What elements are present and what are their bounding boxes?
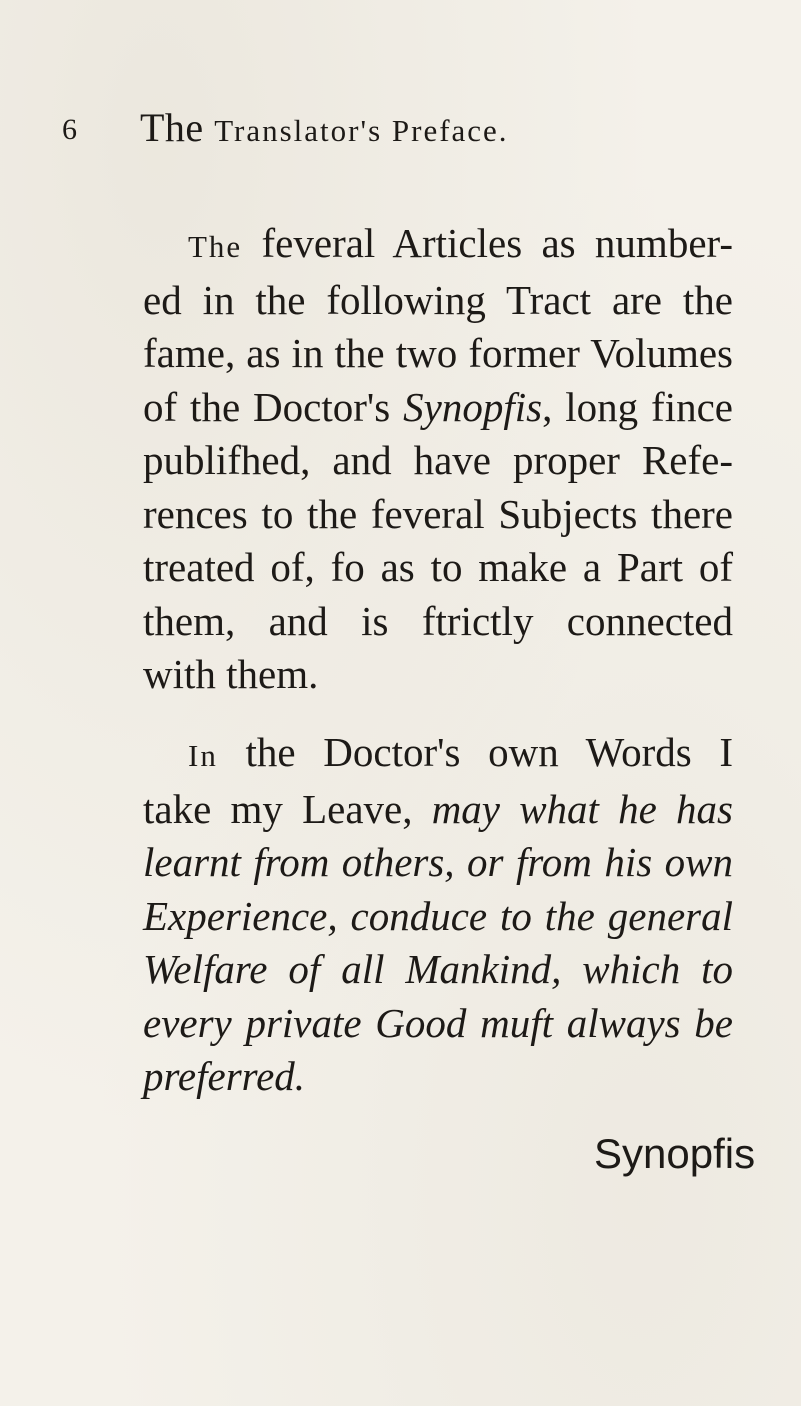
text-line: rences to the feveral Subjects there xyxy=(143,490,733,537)
text-line: publifhed, and have proper Refe- xyxy=(143,437,733,483)
paragraph-2 xyxy=(143,726,733,1104)
text-line: take my Leave, may what he has xyxy=(143,785,733,832)
book-title-italic: Synopfis xyxy=(403,383,543,430)
text-line: Experience, conduce to the general xyxy=(143,892,733,939)
paragraph-lead-word: The xyxy=(188,229,243,264)
paragraph-1 xyxy=(143,217,733,702)
text-line: In the Doctor's own Words I xyxy=(188,729,734,775)
text-line: The feveral Articles as number- xyxy=(188,220,733,266)
page-number: 6 xyxy=(62,113,77,146)
paragraph-lead-word: In xyxy=(188,738,218,773)
text-line: fame, as in the two former Volumes xyxy=(143,330,733,376)
text-line: preferred. xyxy=(143,1053,306,1099)
text-line: with them. xyxy=(143,651,319,697)
text-line: learnt from others, or from his own xyxy=(143,839,733,885)
text-line: treated of, fo as to make a Part of xyxy=(143,544,733,590)
running-head xyxy=(140,105,509,150)
text-line: every private Good muft always be xyxy=(143,999,733,1046)
text-line: of the Doctor's Synopfis, long fince xyxy=(143,383,733,430)
running-head-rest: Translator's Preface. xyxy=(214,113,509,148)
text-line: Welfare of all Mankind, which to xyxy=(143,946,733,992)
running-head-first-word: The xyxy=(140,105,204,150)
text-line: them, and is ftrictly connected xyxy=(143,597,733,644)
text-line: ed in the following Tract are the xyxy=(143,276,733,323)
catchword: Synopfis xyxy=(594,1130,756,1177)
